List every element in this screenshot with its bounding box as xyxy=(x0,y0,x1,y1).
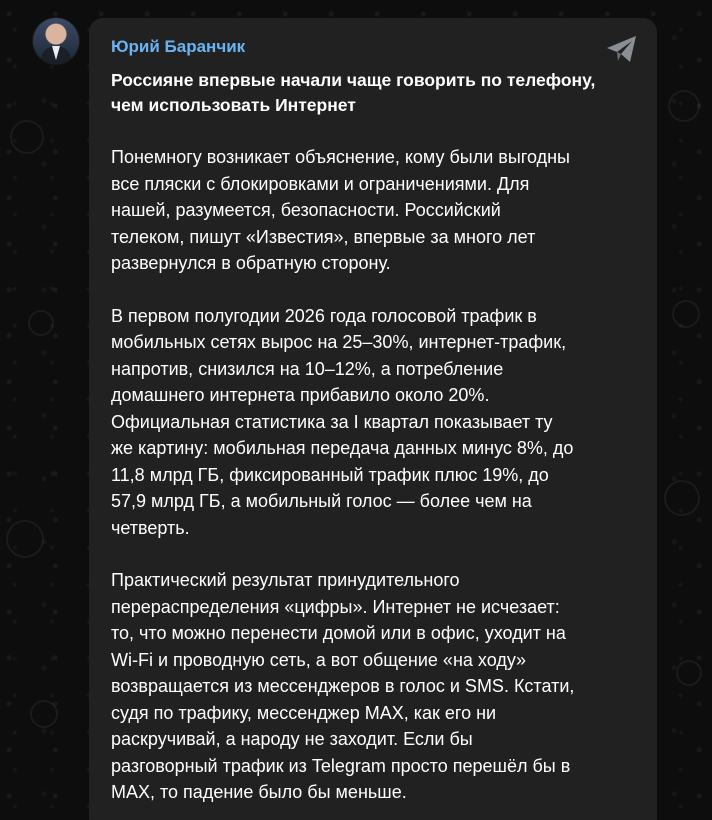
paragraph-gap xyxy=(111,541,637,567)
wallpaper-doodle xyxy=(664,480,700,516)
paper-plane-icon xyxy=(605,34,639,64)
wallpaper-doodle xyxy=(6,520,44,558)
post-paragraph: В первом полугодии 2026 года голосовой трафик в мобильных сетях вырос на 25–30%, интернет-трафик, напротив, снизился на 10–12%, а потребление домашнего интернета прибавило около 20%. Официальная статистика за I квартал показывает ту же картину: мобильная передача данных минус 8%, до 11,8 млрд ГБ, фиксированный трафик плюс 19%, до 57,9 млрд ГБ, а мобильный голос — более чем на четверть. xyxy=(111,305,574,538)
wallpaper-doodle xyxy=(28,310,54,336)
message-bubble xyxy=(89,18,657,820)
author-avatar[interactable] xyxy=(33,18,79,64)
author-name[interactable]: Юрий Баранчик xyxy=(111,37,246,56)
wallpaper-doodle xyxy=(676,660,702,686)
wallpaper-doodle xyxy=(30,700,58,728)
post-paragraph: Практический результат принудительного перераспределения «цифры». Интернет не исчезает: то, что можно перенести домой или в офис, уходит на Wi-Fi и проводную сеть, а вот общение «на ходу» возвращается из мессенджеров в голос и SMS. Кстати, судя по трафику, мессенджер MAX, как его ни раскручивай, а народу не заходит. Если бы разговорный трафик из Telegram просто перешёл бы в MAX, то падение было бы меньше. xyxy=(111,570,575,802)
post-title: Россияне впервые начали чаще говорить по телефону, чем использовать Интернет xyxy=(111,70,596,115)
wallpaper-doodle xyxy=(668,90,700,122)
wallpaper-doodle xyxy=(672,300,700,328)
wallpaper-doodle xyxy=(10,120,44,154)
paragraph-gap xyxy=(111,277,637,303)
telegram-share-icon[interactable] xyxy=(605,34,639,64)
paragraph-gap xyxy=(111,118,637,144)
post-paragraph: Понемногу возникает объяснение, кому были выгодны все пляски с блокировками и ограничениями. Для нашей, разумеется, безопасности. Российский телеком, пишут «Известия», впервые за много лет развернулся в обратную сторону. xyxy=(111,147,570,273)
